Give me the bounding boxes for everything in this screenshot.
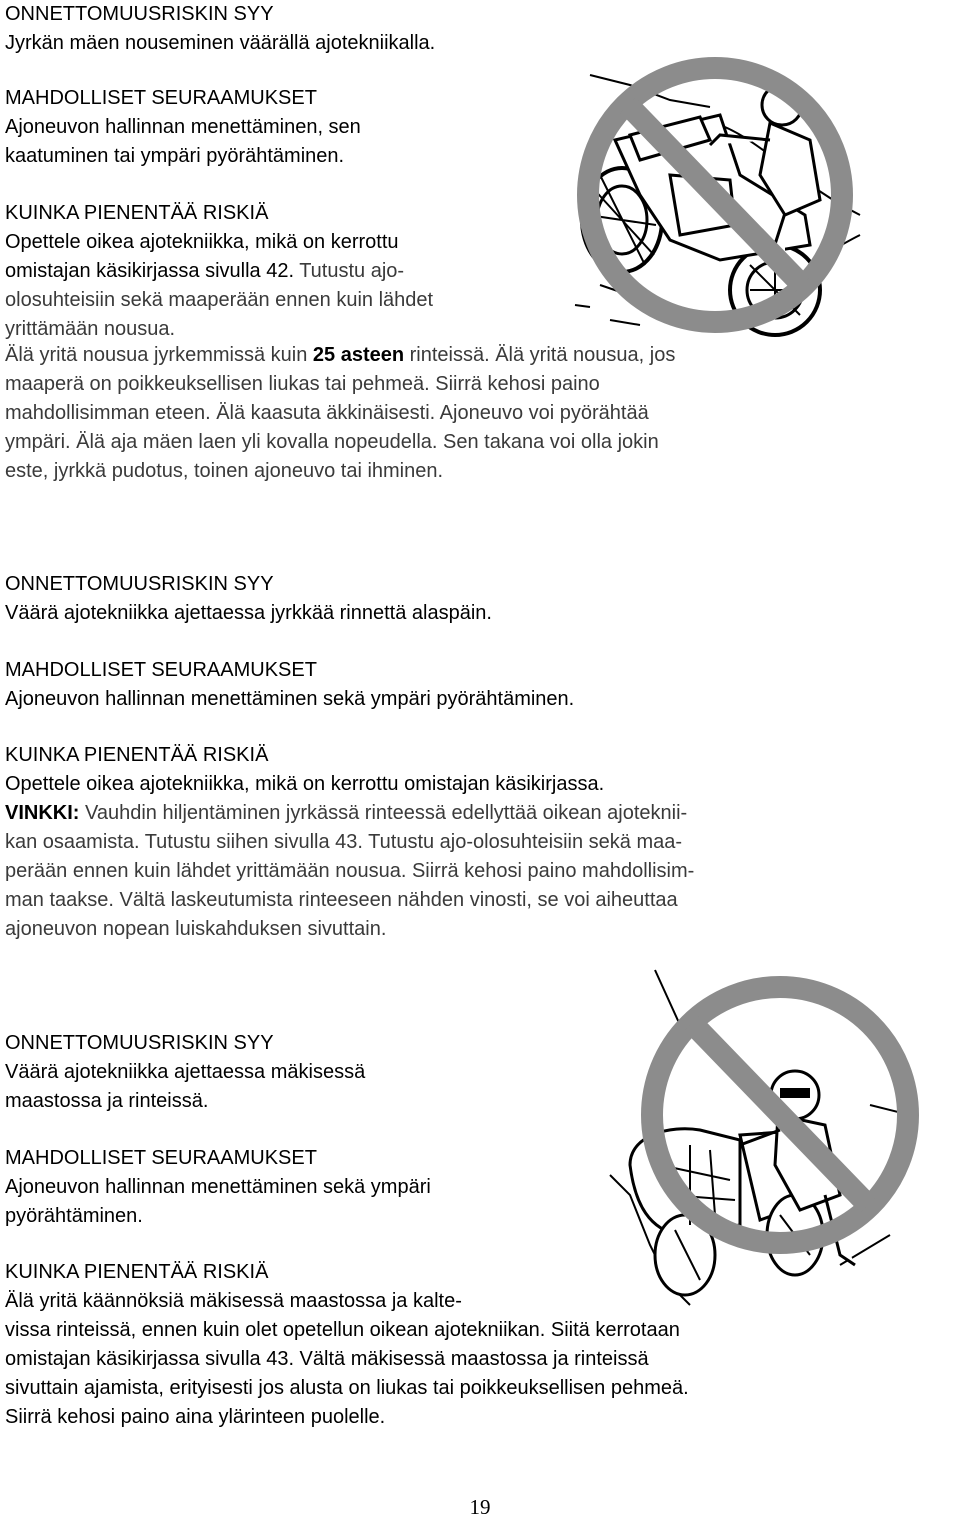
cause-text: Väärä ajotekniikka ajettaessa jyrkkää rinnettä alaspäin. xyxy=(5,602,492,624)
reduce-block xyxy=(5,741,694,944)
cause-heading: ONNETTOMUUSRISKIN SYY xyxy=(5,573,274,595)
tip-line: ajoneuvon nopean luiskahduksen sivuttain. xyxy=(5,918,387,940)
reduce-line: sivuttain ajamista, erityisesti jos alusta on liukas tai poikkeuksellisen pehmeä. xyxy=(5,1377,689,1399)
reduce-line: omistajan käsikirjassa sivulla 43. Vältä mäkisessä maastossa ja rinteissä xyxy=(5,1348,649,1370)
reduce-heading: KUINKA PIENENTÄÄ RISKIÄ xyxy=(5,202,269,224)
section-3 xyxy=(5,1029,365,1116)
reduce-line-part: omistajan käsikirjassa sivulla 42. xyxy=(5,260,300,282)
reduce-block xyxy=(5,1258,689,1432)
atv-downhill-prohibited-icon xyxy=(590,965,920,1310)
reduce-line: yrittämään nousua. xyxy=(5,318,176,340)
reduce-line xyxy=(5,257,433,286)
body-line: maaperä on poikkeuksellisen liukas tai pehmeä. Siirrä kehosi paino xyxy=(5,373,600,395)
reduce-heading: KUINKA PIENENTÄÄ RISKIÄ xyxy=(5,744,269,766)
tip-line xyxy=(5,799,694,828)
body-line: este, jyrkkä pudotus, toinen ajoneuvo tai ihminen. xyxy=(5,460,444,482)
section-1 xyxy=(5,0,435,58)
body-line: ympäri. Älä aja mäen laen yli kovalla nopeudella. Sen takana voi olla jokin xyxy=(5,431,659,453)
reduce-line: Siirrä kehosi paino aina ylärinteen puolelle. xyxy=(5,1406,386,1428)
atv-uphill-prohibited-icon xyxy=(570,45,870,345)
reduce-line: vissa rinteissä, ennen kuin olet opetellun oikean ajotekniikan. Siitä kerrotaan xyxy=(5,1319,680,1341)
consequences-block xyxy=(5,84,361,171)
reduce-block xyxy=(5,199,433,344)
consequences-heading: MAHDOLLISET SEURAAMUKSET xyxy=(5,87,317,109)
reduce-heading: KUINKA PIENENTÄÄ RISKIÄ xyxy=(5,1261,269,1283)
tip-label: VINKKI: xyxy=(5,802,80,824)
consequences-heading: MAHDOLLISET SEURAAMUKSET xyxy=(5,659,317,681)
consequences-line: Ajoneuvon hallinnan menettäminen sekä ympäri xyxy=(5,1176,431,1198)
body-line xyxy=(5,341,675,370)
cause-heading: ONNETTOMUUSRISKIN SYY xyxy=(5,1032,274,1054)
reduce-line: Opettele oikea ajotekniikka, mikä on kerrottu xyxy=(5,231,399,253)
body-line: mahdollisimman eteen. Älä kaasuta äkkinäisesti. Ajoneuvo voi pyörähtää xyxy=(5,402,649,424)
consequences-line: pyörähtäminen. xyxy=(5,1205,143,1227)
cause-line: maastossa ja rinteissä. xyxy=(5,1090,209,1112)
reduce-text: Opettele oikea ajotekniikka, mikä on kerrottu omistajan käsikirjassa. xyxy=(5,773,605,795)
consequences-text: Ajoneuvon hallinnan menettäminen sekä ympäri pyörähtäminen. xyxy=(5,688,575,710)
consequences-block xyxy=(5,656,574,714)
body-text: rinteissä. xyxy=(404,344,496,366)
tip-line: perään ennen kuin lähdet yrittämään nousua. Siirrä kehosi paino mahdollisim- xyxy=(5,860,695,882)
consequences-line: Ajoneuvon hallinnan menettäminen, sen xyxy=(5,116,361,138)
body-text: Älä yritä nousua jyrkemmissä kuin xyxy=(5,344,313,366)
reduce-line-part: Tutustu ajo- xyxy=(299,260,405,282)
reduce-line: olosuhteisiin sekä maaperään ennen kuin lähdet xyxy=(5,289,434,311)
consequences-block xyxy=(5,1144,431,1231)
consequences-line: kaatuminen tai ympäri pyörähtäminen. xyxy=(5,145,345,167)
cause-line: Väärä ajotekniikka ajettaessa mäkisessä xyxy=(5,1061,366,1083)
body-text: Älä yritä nousua, jos xyxy=(495,344,676,366)
section-2 xyxy=(5,570,492,628)
emphasis-angle: 25 asteen xyxy=(312,344,405,366)
body-paragraph xyxy=(5,341,675,486)
page-number: 19 xyxy=(469,1495,491,1519)
cause-heading: ONNETTOMUUSRISKIN SYY xyxy=(5,3,274,25)
tip-line: man taakse. Vältä laskeutumista rinteeseen nähden vinosti, se voi aiheuttaa xyxy=(5,889,678,911)
reduce-line: Älä yritä käännöksiä mäkisessä maastossa ja kalte- xyxy=(5,1290,462,1312)
cause-text: Jyrkän mäen nouseminen väärällä ajotekniikalla. xyxy=(5,32,436,54)
consequences-heading: MAHDOLLISET SEURAAMUKSET xyxy=(5,1147,317,1169)
tip-line: kan osaamista. Tutustu siihen sivulla 43. Tutustu ajo-olosuhteisiin sekä maa- xyxy=(5,831,683,853)
tip-text: Vauhdin hiljentäminen jyrkässä rinteessä edellyttää oikean ajoteknii- xyxy=(79,802,688,824)
